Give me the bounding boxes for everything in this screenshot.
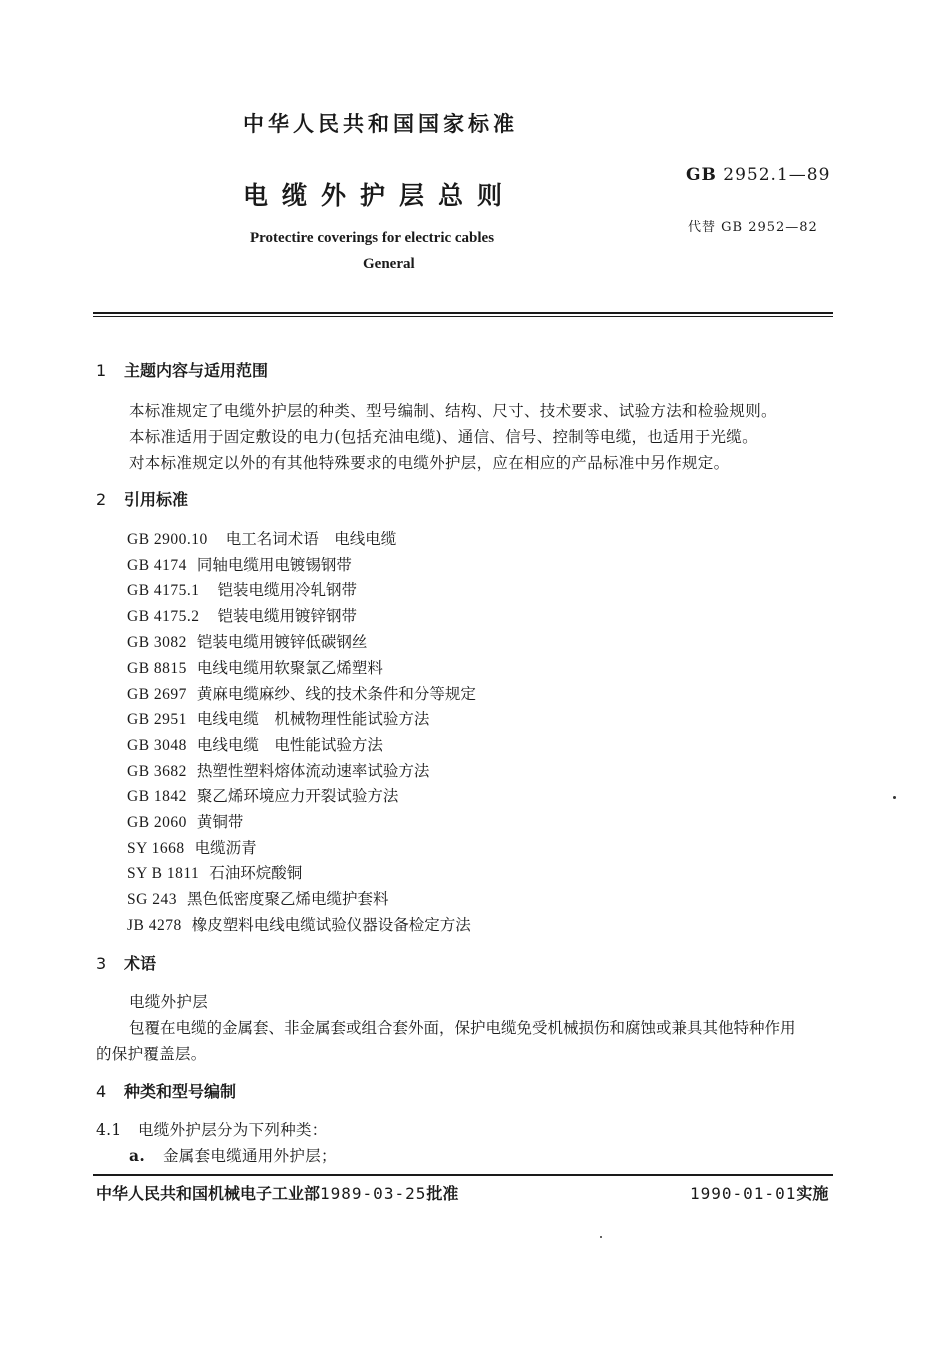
issue-suffix: 批准	[426, 1184, 459, 1203]
section-4-heading	[96, 1079, 236, 1102]
issuer: 中华人民共和国机械电子工业部	[96, 1184, 321, 1203]
reference-code: GB 3048	[127, 737, 187, 754]
term-definition-line1: 包覆在电缆的金属套、非金属套或组合套外面，保护电缆免受机械损伤和腐蚀或兼具其他特种作用	[129, 1019, 796, 1037]
effective-suffix: 实施	[796, 1184, 829, 1203]
reference-name: 黑色低密度聚乙烯电缆护套料	[186, 890, 389, 908]
section-1-heading	[96, 358, 268, 381]
list-item-a	[129, 1144, 337, 1166]
section-3-number: 3	[96, 954, 107, 973]
reference-item	[127, 913, 471, 935]
reference-code: GB 8815	[127, 660, 187, 677]
reference-item	[127, 887, 388, 909]
reference-item	[127, 682, 476, 704]
reference-name: 铠装电缆用冷轧钢带	[217, 581, 358, 599]
reference-item	[127, 784, 398, 806]
effective-date: 1990-01-01	[690, 1184, 797, 1203]
scan-speck	[600, 1236, 602, 1238]
section-1-para-2: 本标准适用于固定敷设的电力(包括充油电缆)、通信、信号、控制等电缆，也适用于光缆。	[129, 428, 758, 446]
reference-code: GB 2900.10	[127, 531, 208, 548]
reference-code: GB 3682	[127, 763, 187, 780]
reference-name: 黄麻电缆麻纱、线的技术条件和分等规定	[196, 685, 476, 703]
reference-name: 电线电缆 机械物理性能试验方法	[196, 710, 430, 728]
reference-name: 同轴电缆用电镀锡钢带	[196, 556, 352, 574]
replaces-note: 代替 GB 2952—82	[688, 220, 818, 235]
national-standard-heading: 中华人民共和国国家标准	[243, 112, 518, 136]
term-name: 电缆外护层	[129, 993, 209, 1011]
section-2-heading	[96, 487, 188, 510]
reference-name: 铠装电缆用镀锌低碳钢丝	[196, 633, 368, 651]
reference-code: SY 1668	[127, 840, 185, 857]
section-2-title: 引用标准	[124, 490, 189, 509]
reference-item	[127, 604, 357, 626]
reference-name: 铠装电缆用镀锌钢带	[217, 607, 358, 625]
reference-item	[127, 810, 243, 832]
section-4-number: 4	[96, 1082, 107, 1101]
reference-item	[127, 836, 257, 858]
reference-code: GB 2697	[127, 686, 187, 703]
section-2-number: 2	[96, 490, 107, 509]
reference-name: 电工名词术语 电线电缆	[225, 530, 397, 548]
standard-number	[686, 165, 830, 185]
reference-name: 热塑性塑料熔体流动速率试验方法	[196, 762, 430, 780]
reference-code: GB 4174	[127, 557, 187, 574]
reference-code: GB 1842	[127, 788, 187, 805]
document-title: 电缆外护层总则	[243, 181, 517, 210]
reference-item	[127, 861, 302, 883]
standard-number-prefix: GB	[686, 165, 717, 185]
section-3-heading	[96, 951, 156, 974]
reference-item	[127, 630, 367, 652]
reference-code: GB 2951	[127, 711, 187, 728]
section-4-title: 种类和型号编制	[124, 1082, 237, 1101]
reference-code: GB 3082	[127, 634, 187, 651]
reference-item	[127, 578, 357, 600]
subsection-4-1	[96, 1118, 328, 1140]
subsection-4-1-number: 4.1	[96, 1121, 122, 1139]
subsection-4-1-text: 电缆外护层分为下列种类：	[138, 1121, 328, 1139]
issue-date: 1989-03-25	[320, 1184, 427, 1203]
list-item-label: a.	[129, 1146, 146, 1165]
reference-name: 橡皮塑料电线电缆试验仪器设备检定方法	[191, 916, 471, 934]
reference-code: GB 4175.1	[127, 582, 200, 599]
reference-item	[127, 553, 352, 575]
approval-line	[96, 1181, 458, 1204]
reference-name: 黄铜带	[196, 813, 244, 831]
reference-item	[127, 733, 383, 755]
reference-name: 聚乙烯环境应力开裂试验方法	[196, 787, 399, 805]
reference-code: SY B 1811	[127, 865, 200, 882]
reference-item	[127, 707, 429, 729]
reference-code: SG 243	[127, 891, 177, 908]
english-title-line1: Protectire coverings for electric cables	[250, 230, 495, 246]
section-1-para-1: 本标准规定了电缆外护层的种类、型号编制、结构、尺寸、技术要求、试验方法和检验规则。	[129, 402, 777, 420]
term-definition-line2: 的保护覆盖层。	[96, 1045, 207, 1063]
list-item-text: 金属套电缆通用外护层；	[163, 1147, 337, 1165]
header-rule	[93, 312, 833, 314]
english-title-line2: General	[363, 256, 415, 272]
reference-code: GB 4175.2	[127, 608, 200, 625]
reference-name: 石油环烷酸铜	[209, 864, 303, 882]
reference-name: 电缆沥青	[194, 839, 257, 857]
section-3-title: 术语	[124, 954, 157, 973]
reference-code: GB 2060	[127, 814, 187, 831]
footer-rule	[93, 1174, 833, 1176]
section-1-para-3: 对本标准规定以外的有其他特殊要求的电缆外护层，应在相应的产品标准中另作规定。	[129, 454, 730, 472]
header-rule-thin	[93, 316, 833, 317]
reference-name: 电线电缆 电性能试验方法	[196, 736, 383, 754]
reference-code: JB 4278	[127, 917, 182, 934]
scan-speck	[893, 796, 896, 799]
effective-line	[690, 1181, 828, 1204]
reference-name: 电线电缆用软聚氯乙烯塑料	[196, 659, 383, 677]
standard-number-value: 2952.1—89	[723, 165, 831, 185]
section-1-title: 主题内容与适用范围	[124, 361, 269, 380]
reference-item	[127, 656, 383, 678]
reference-item	[127, 759, 429, 781]
reference-item	[127, 527, 396, 549]
section-1-number: 1	[96, 361, 107, 380]
